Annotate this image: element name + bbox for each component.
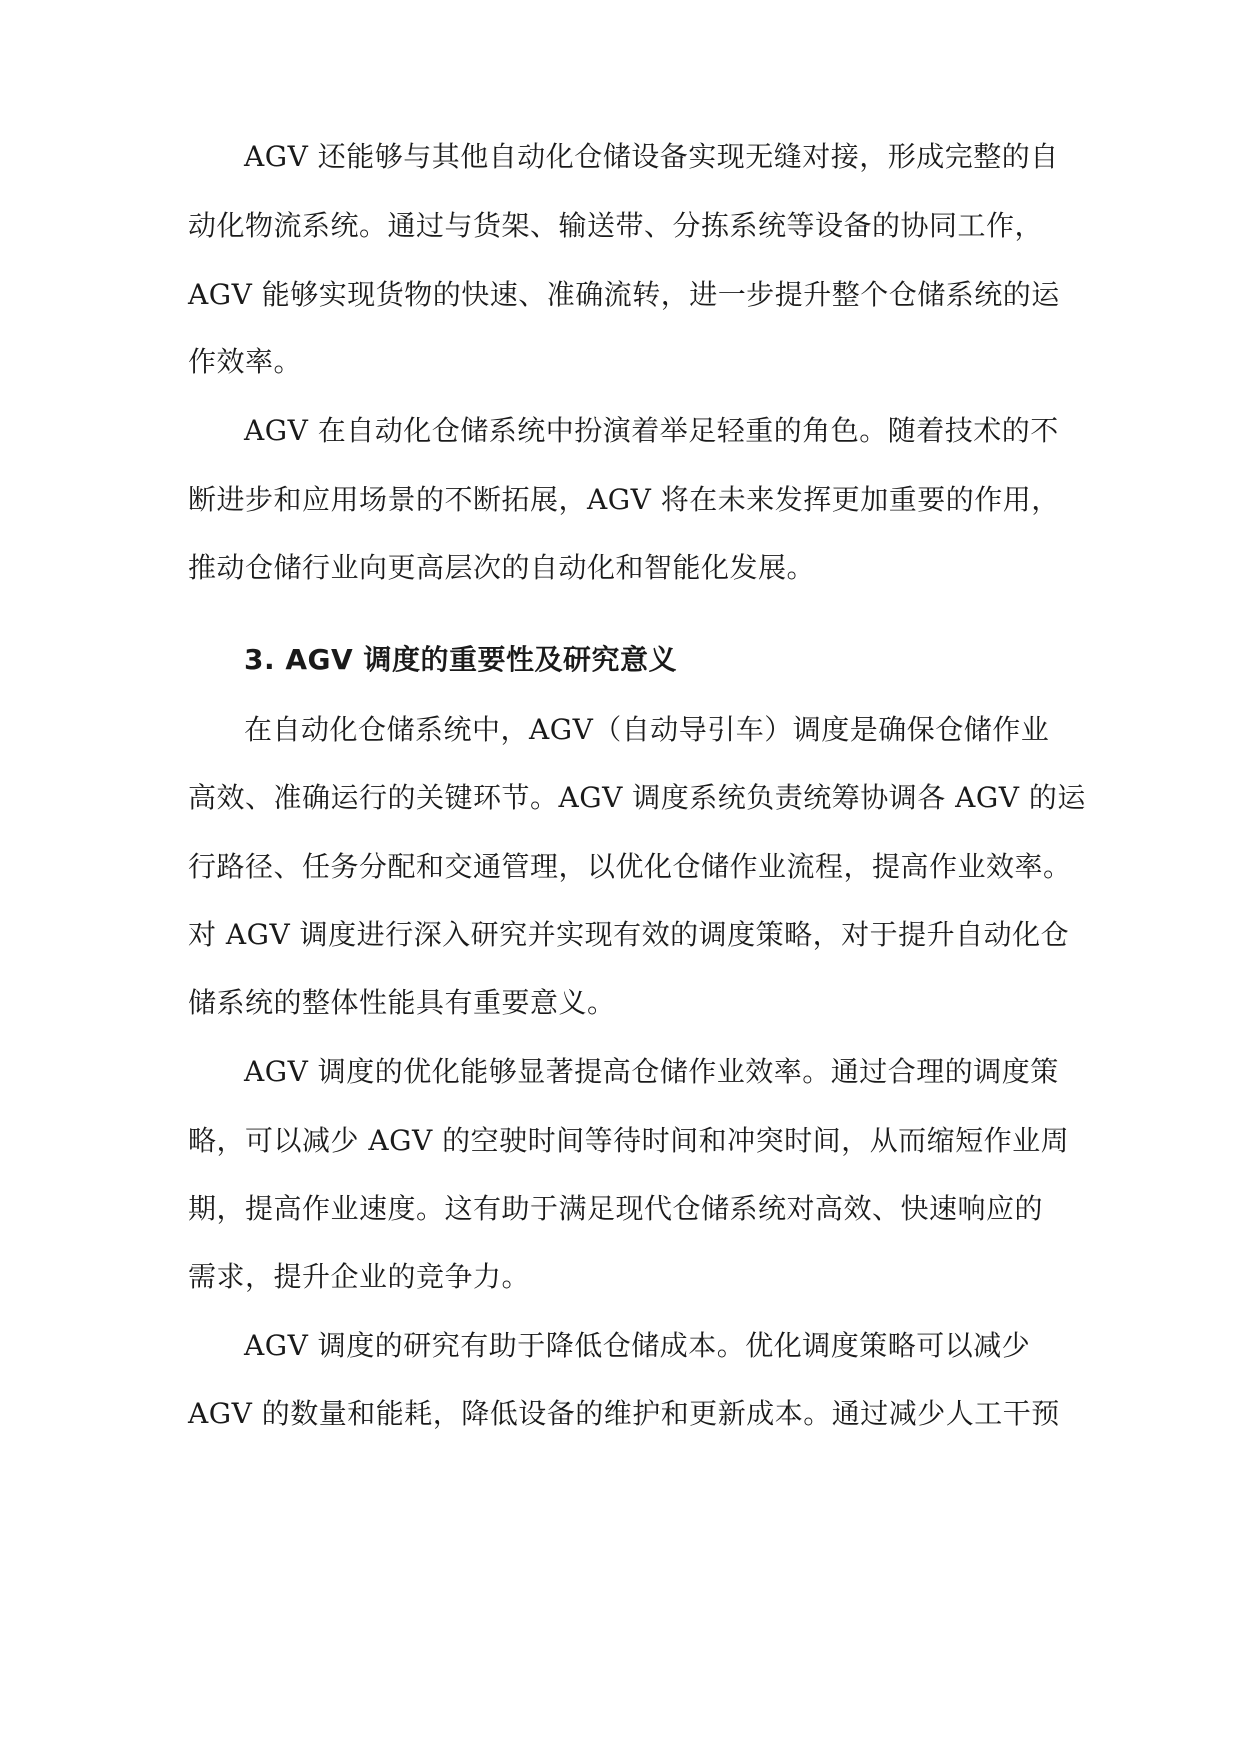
paragraph-3-line-3: 行路径、任务分配和交通管理，以优化仓储作业流程，提高作业效率。 [188,850,1072,883]
paragraph-5-line-2: AGV 的数量和能耗，降低设备的维护和更新成本。通过减少人工干预 [188,1397,1060,1430]
paragraph-4-line-2: 略，可以减少 AGV 的空驶时间等待时间和冲突时间，从而缩短作业周 [188,1124,1070,1157]
paragraph-3-line-4: 对 AGV 调度进行深入研究并实现有效的调度策略，对于提升自动化仓 [188,918,1070,951]
paragraph-2-line-1: AGV 在自动化仓储系统中扮演着举足轻重的角色。随着技术的不 [244,414,1059,447]
section-heading: 3. AGV 调度的重要性及研究意义 [244,643,677,676]
paragraph-3-line-1: 在自动化仓储系统中，AGV（自动导引车）调度是确保仓储作业 [244,713,1050,746]
paragraph-2-line-3: 推动仓储行业向更高层次的自动化和智能化发展。 [188,551,816,584]
paragraph-2-line-2: 断进步和应用场景的不断拓展，AGV 将在未来发挥更加重要的作用， [188,483,1060,516]
paragraph-4-line-3: 期，提高作业速度。这有助于满足现代仓储系统对高效、快速响应的 [188,1192,1044,1225]
paragraph-4-line-4: 需求，提升企业的竞争力。 [188,1260,531,1293]
paragraph-5-line-1: AGV 调度的研究有助于降低仓储成本。优化调度策略可以减少 [244,1329,1031,1362]
paragraph-1-line-3: AGV 能够实现货物的快速、准确流转，进一步提升整个仓储系统的运 [188,278,1060,311]
paragraph-3-line-5: 储系统的整体性能具有重要意义。 [188,986,616,1019]
paragraph-3-line-2: 高效、准确运行的关键环节。AGV 调度系统负责统筹协调各 AGV 的运 [188,781,1086,814]
paragraph-4-line-1: AGV 调度的优化能够显著提高仓储作业效率。通过合理的调度策 [244,1055,1059,1088]
paragraph-1-line-4: 作效率。 [188,345,303,378]
paragraph-1-line-1: AGV 还能够与其他自动化仓储设备实现无缝对接，形成完整的自 [244,140,1059,173]
paragraph-1-line-2: 动化物流系统。通过与货架、输送带、分拣系统等设备的协同工作， [188,209,1044,242]
